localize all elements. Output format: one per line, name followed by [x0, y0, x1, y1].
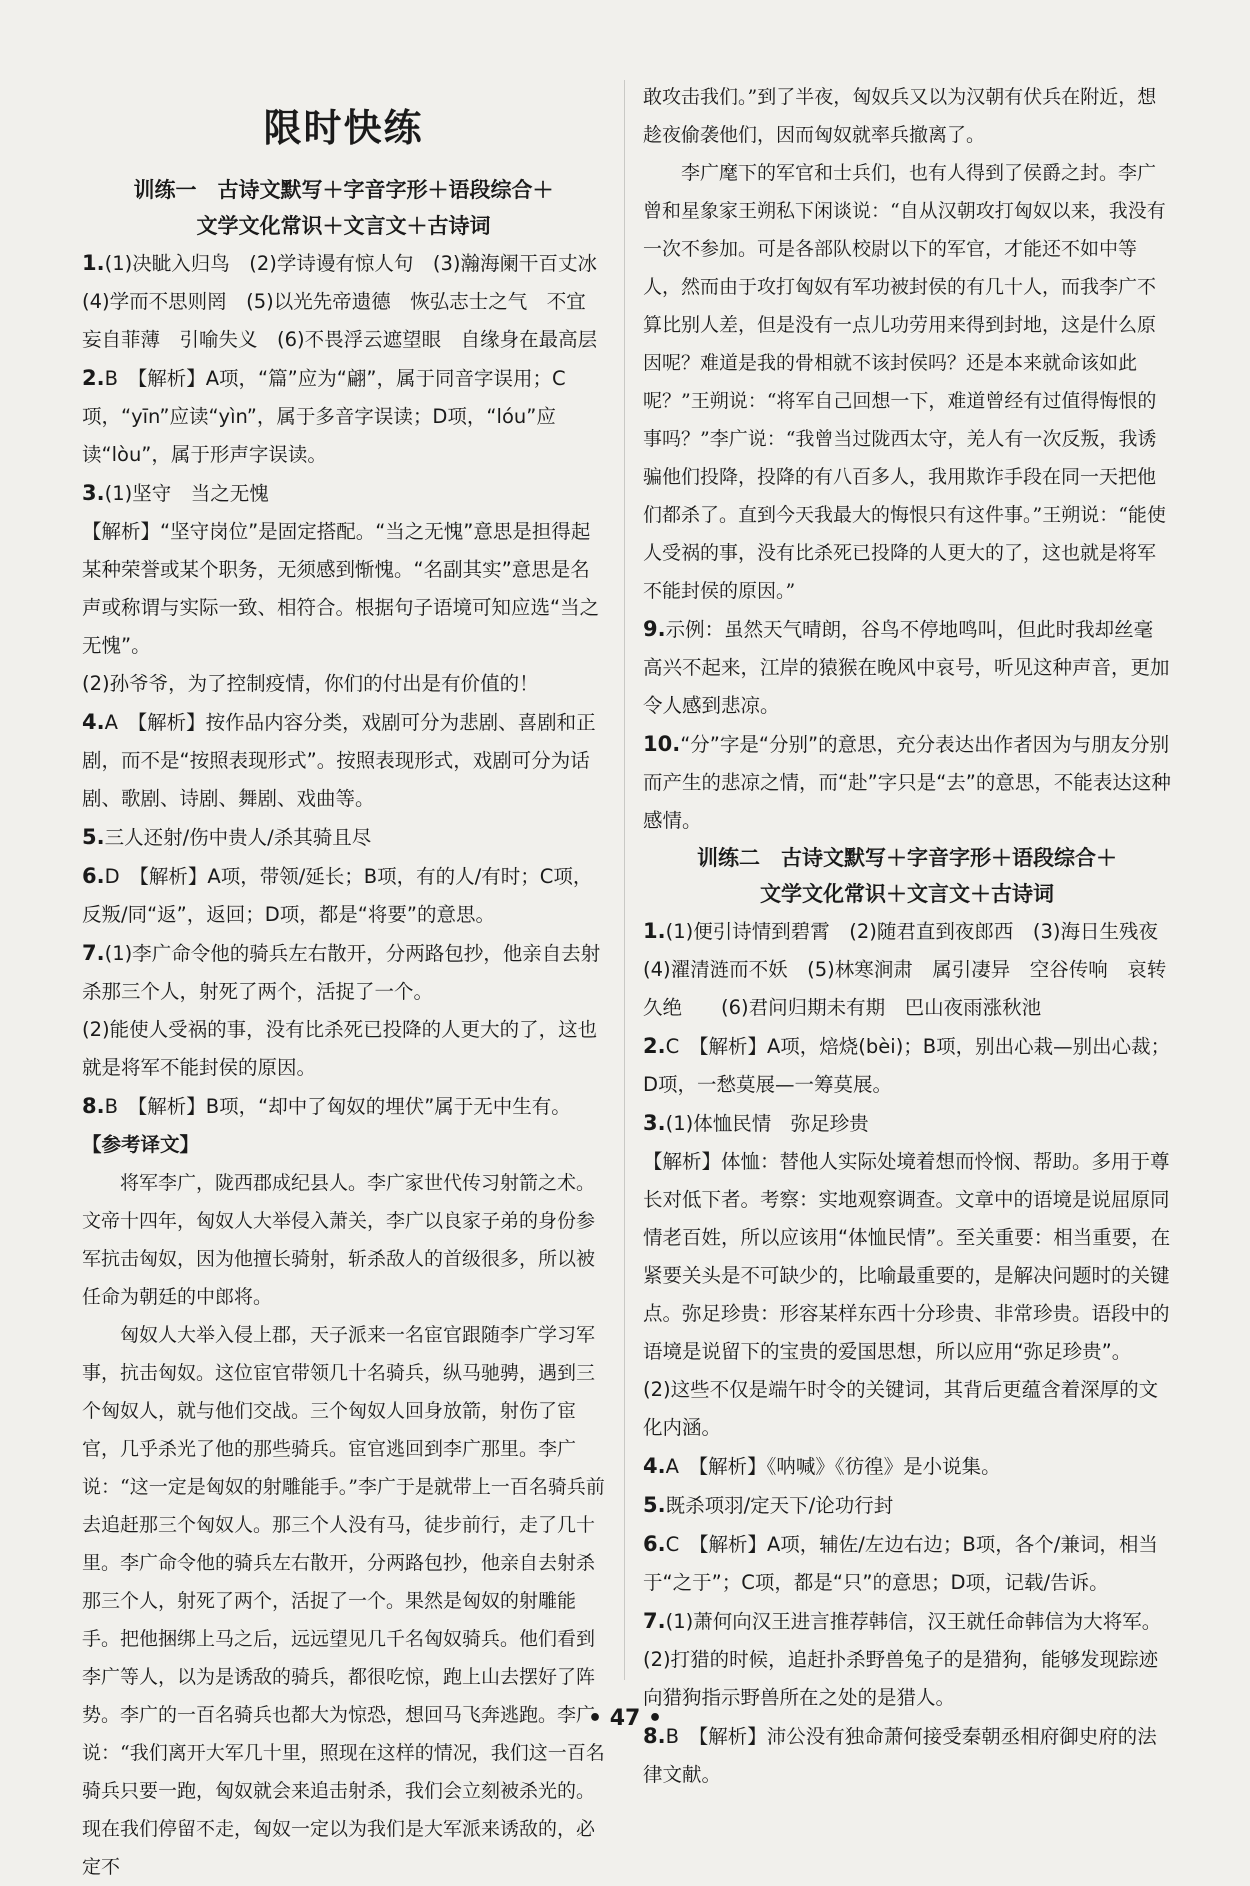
t1-q8-text: B 【解析】B项，“却中了匈奴的埋伏”属于无中生有。: [104, 1095, 571, 1118]
t2-q4-number: 4.: [643, 1454, 666, 1478]
t1-q7-text: (1)李广命令他的骑兵左右散开，分两路包抄，他亲自去射杀那三个人，射死了两个，活捉了一个。: [82, 942, 601, 1003]
t1-answer-10: [643, 725, 1171, 840]
t1-q6-text: D 【解析】A项，带领/延长；B项，有的人/有时；C项，反叛/同“返”，返回；D项，都是“将要”的意思。: [82, 865, 593, 926]
t1-answer-8: [82, 1087, 605, 1126]
reference-translation-label: 【参考译文】: [82, 1133, 200, 1156]
t2-q3-sub2: (2)这些不仅是端午时令的关键词，其背后更蕴含着深厚的文化内涵。: [643, 1378, 1159, 1439]
t2-answer-2: [643, 1027, 1171, 1104]
t1-answer-9: [643, 610, 1171, 725]
t1-answer-5: [82, 818, 605, 857]
t2-q1-text: (1)便引诗情到碧霄 (2)随君直到夜郎西 (3)海日生残夜 (4)濯清涟而不妖 (5)林寒涧肃 属引凄异 空谷传响 哀转久绝 (6)君问归期未有期 巴山夜雨涨秋池: [643, 920, 1178, 1019]
t1-q5-number: 5.: [82, 825, 105, 849]
t1-q3-number: 3.: [82, 481, 105, 505]
t1-q9-text: 示例：虽然天气晴朗，谷鸟不停地鸣叫，但此时我却丝毫高兴不起来，江岸的猿猴在晚风中哀号，听见这种声音，更加令人感到悲凉。: [643, 618, 1170, 717]
translation-continued-2: 李广麾下的军官和士兵们，也有人得到了侯爵之封。李广曾和星象家王朔私下闲谈说：“自从汉朝攻打匈奴以来，我没有一次不参加。可是各部队校尉以下的军官，才能还不如中等人，然而由于攻打匈奴有军功被封侯的有几十人，而我李广不算比别人差，但是没有一点儿功劳用来得到封地，这是什么原因呢？难道是我的骨相就不该封侯吗？还是本来就命该如此呢？”王朔说：“将军自己回想一下，难道曾经有过值得悔恨的事吗？”李广说：“我曾当过陇西太守，羌人有一次反叛，我诱骗他们投降，投降的有八百多人，我用欺诈手段在同一天把他们都杀了。直到今天我最大的悔恨只有这件事。”王朔说：“能使人受祸的事，没有比杀死已投降的人更大的了，这也就是将军不能封侯的原因。”: [643, 162, 1166, 602]
training2-heading-line2: 文学文化常识＋文言文＋古诗词: [760, 882, 1054, 906]
t2-answer-6: [643, 1525, 1171, 1602]
t2-q7-text: (1)萧何向汉王进言推荐韩信，汉王就任命韩信为大将军。: [665, 1610, 1162, 1633]
t1-answer-2: [82, 359, 605, 474]
translation-continued-1: 敢攻击我们。”到了半夜，匈奴兵又以为汉朝有伏兵在附近，想趁夜偷袭他们，因而匈奴就率兵撤离了。: [643, 86, 1157, 146]
t1-q8-number: 8.: [82, 1094, 105, 1118]
t1-q3-text: (1)坚守 当之无愧: [104, 482, 269, 505]
t1-answer-7: [82, 934, 605, 1011]
page-title: 限时快练: [263, 106, 424, 150]
translation-paragraph-2: 匈奴人大举入侵上郡，天子派来一名宦官跟随李广学习军事，抗击匈奴。这位宦官带领几十名骑兵，纵马驰骋，遇到三个匈奴人，就与他们交战。三个匈奴人回身放箭，射伤了宦官，几乎杀光了他的那些骑兵。宦官逃回到李广那里。李广说：“这一定是匈奴的射雕能手。”李广于是就带上一百名骑兵前去追赶那三个匈奴人。那三个人没有马，徒步前行，走了几十里。李广命令他的骑兵左右散开，分两路包抄，他亲自去射杀那三个人，射死了两个，活捉了一个。果然是匈奴的射雕能手。把他捆绑上马之后，远远望见几千名匈奴骑兵。他们看到李广等人，以为是诱敌的骑兵，都很吃惊，跑上山去摆好了阵势。李广的一百名骑兵也都大为惊恐，想回马飞奔逃跑。李广说：“我们离开大军几十里，照现在这样的情况，我们这一百名骑兵只要一跑，匈奴就会来追击射杀，我们会立刻被杀光的。现在我们停留不走，匈奴一定以为我们是大军派来诱敌的，必定不: [82, 1324, 605, 1878]
t2-q7-number: 7.: [643, 1609, 666, 1633]
page-number: • 47 •: [587, 1706, 663, 1731]
t1-q3-sub2: (2)孙爷爷，为了控制疫情，你们的付出是有价值的！: [82, 672, 539, 695]
t1-q5-text: 三人还射/伤中贵人/杀其骑且尽: [104, 826, 372, 849]
t2-q7-sub2: (2)打猎的时候，追赶扑杀野兽兔子的是猎狗，能够发现踪迹向猎狗指示野兽所在之处的是猎人。: [643, 1648, 1159, 1709]
translation-paragraph-1: 将军李广，陇西郡成纪县人。李广家世代传习射箭之术。文帝十四年，匈奴人大举侵入萧关，李广以良家子弟的身份参军抗击匈奴，因为他擅长骑射，斩杀敌人的首级很多，所以被任命为朝廷的中郎将。: [82, 1172, 596, 1308]
t1-answer-3: [82, 474, 605, 513]
t2-q8-text: B 【解析】沛公没有独命萧何接受秦朝丞相府御史府的法律文献。: [643, 1725, 1157, 1786]
column-divider: [624, 80, 625, 1680]
t1-q9-number: 9.: [643, 617, 666, 641]
t1-q7-sub2: (2)能使人受祸的事，没有比杀死已投降的人更大的了，这也就是将军不能封侯的原因。: [82, 1018, 598, 1079]
t1-answer-4: [82, 703, 605, 818]
t2-q5-number: 5.: [643, 1493, 666, 1517]
training1-heading-line2: 文学文化常识＋文言文＋古诗词: [196, 214, 491, 238]
t2-q6-text: C 【解析】A项，辅佐/左边右边；B项，各个/兼词，相当于“之于”；C项，都是“只”的意思；D项，记载/告诉。: [643, 1533, 1158, 1594]
t1-q10-number: 10.: [643, 732, 681, 756]
t1-q2-text: B 【解析】A项，“篇”应为“翩”，属于同音字误用；C项，“yīn”应读“yìn”，属于多音字误读；D项，“lóu”应读“lòu”，属于形声字误读。: [82, 367, 566, 466]
t2-answer-1: [643, 912, 1178, 1027]
t1-answer-1: [82, 244, 617, 359]
t1-q6-number: 6.: [82, 864, 105, 888]
t2-q3-analysis: 【解析】体恤：替他人实际处境着想而怜悯、帮助。多用于尊长对低下者。考察：实地观察调查。文章中的语境是说屈原同情老百姓，所以应该用“体恤民情”。至关重要：相当重要，在紧要关头是不可缺少的，比喻最重要的，是解决问题时的关键点。弥足珍贵：形容某样东西十分珍贵、非常珍贵。语段中的语境是说留下的宝贵的爱国思想，所以应用“弥足珍贵”。: [643, 1150, 1171, 1363]
t2-answer-5: [643, 1486, 1171, 1525]
t2-q4-text: A 【解析】《呐喊》《彷徨》是小说集。: [665, 1455, 1001, 1478]
right-column: [643, 78, 1178, 1794]
t2-answer-7: [643, 1602, 1171, 1641]
t2-q3-text: (1)体恤民情 弥足珍贵: [665, 1112, 869, 1135]
t1-q1-number: 1.: [82, 251, 105, 275]
t1-answer-6: [82, 857, 605, 934]
t2-q5-text: 既杀项羽/定天下/论功行封: [665, 1494, 894, 1517]
t1-q4-text: A 【解析】按作品内容分类，戏剧可分为悲剧、喜剧和正剧，而不是“按照表现形式”。按照表现形式，戏剧可分为话剧、歌剧、诗剧、舞剧、戏曲等。: [82, 711, 596, 810]
t1-q3-analysis: 【解析】“坚守岗位”是固定搭配。“当之无愧”意思是担得起某种荣誉或某个职务，无须感到惭愧。“名副其实”意思是名声或称谓与实际一致、相符合。根据句子语境可知应选“当之无愧”。: [82, 520, 600, 657]
t2-answer-3: [643, 1104, 1171, 1143]
training2-heading-line1: 训练二 古诗文默写＋字音字形＋语段综合＋: [697, 846, 1117, 870]
t1-q1-text: (1)决眦入归鸟 (2)学诗谩有惊人句 (3)瀚海阑干百丈冰 (4)学而不思则罔 (5)以光先帝遗德 恢弘志士之气 不宜妄自菲薄 引喻失义 (6)不畏浮云遮望眼 自缘身在最高层: [82, 252, 617, 351]
training1-heading-line1: 训练一 古诗文默写＋字音字形＋语段综合＋: [133, 178, 554, 202]
left-column: [82, 0, 617, 1886]
t1-q4-number: 4.: [82, 710, 105, 734]
t2-q2-text: C 【解析】A项，焙烧(bèi)；B项，别出心栽—别出心裁；D项，一愁莫展—一筹莫展。: [643, 1035, 1171, 1096]
t2-q8-number: 8.: [643, 1724, 666, 1748]
t2-q2-number: 2.: [643, 1034, 666, 1058]
t1-q2-number: 2.: [82, 366, 105, 390]
t2-q3-number: 3.: [643, 1111, 666, 1135]
t2-q1-number: 1.: [643, 919, 666, 943]
t2-answer-4: [643, 1447, 1171, 1486]
t1-q7-number: 7.: [82, 941, 105, 965]
t2-q6-number: 6.: [643, 1532, 666, 1556]
t1-q10-text: “分”字是“分别”的意思，充分表达出作者因为与朋友分别而产生的悲凉之情，而“赴”字只是“去”的意思，不能表达这种感情。: [643, 733, 1171, 832]
